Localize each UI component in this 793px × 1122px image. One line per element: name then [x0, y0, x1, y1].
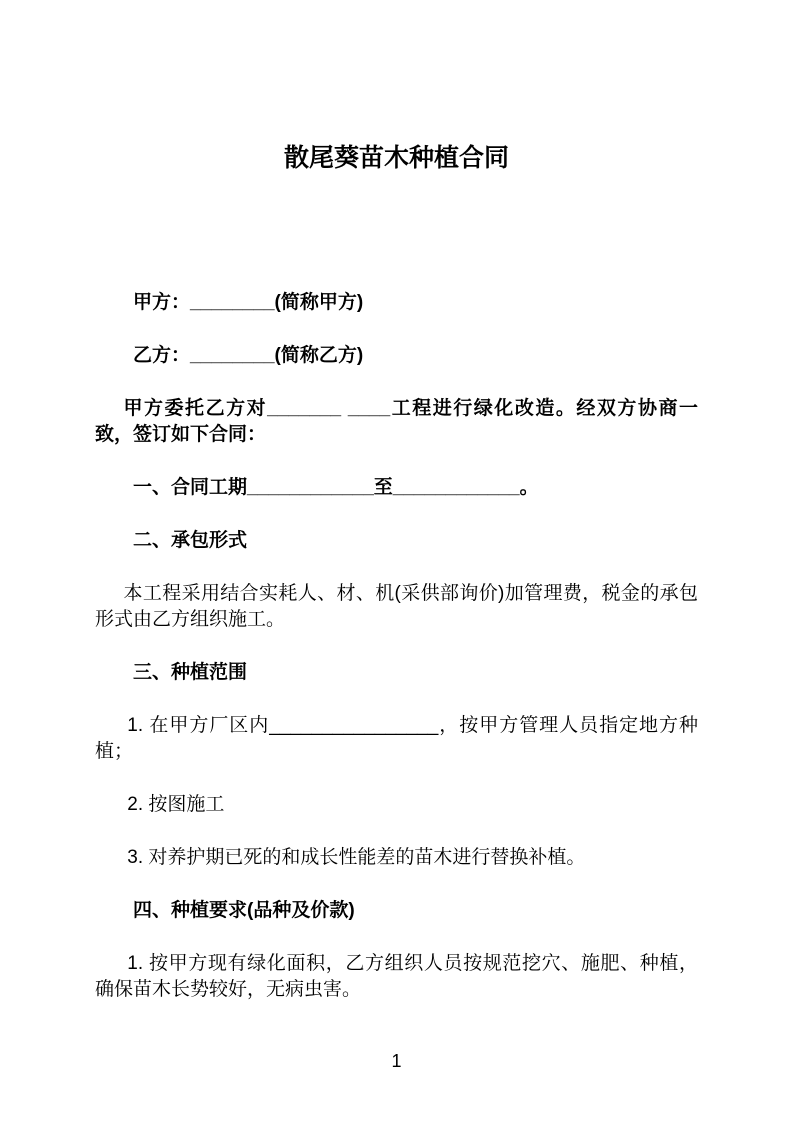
- clause-4-item-1: 1. 按甲方现有绿化面积，乙方组织人员按规范挖穴、施肥、种植，确保苗木长势较好，无病虫害。: [95, 953, 698, 1000]
- clause-1-contract-duration: 一、合同工期____________至____________。: [133, 477, 539, 498]
- clause-3-item-2: 2. 按图施工: [127, 794, 225, 815]
- clause-3-item-3: 3. 对养护期已死的和成长性能差的苗木进行替换补植。: [127, 847, 586, 868]
- party-a-line: 甲方：________(简称甲方): [133, 292, 364, 313]
- clause-3-heading-planting-scope: 三、种植范围: [133, 662, 248, 683]
- document-title: 散尾葵苗木种植合同: [283, 144, 509, 172]
- clause-3-item-1: 1. 在甲方厂区内________________，按甲方管理人员指定地方种植；: [95, 715, 698, 762]
- page-number: 1: [391, 1051, 402, 1071]
- clause-2-heading-contract-form: 二、承包形式: [133, 530, 248, 551]
- preamble-paragraph: 甲方委托乙方对_______ ____工程进行绿化改造。经双方协商一致，签订如下合同：: [95, 398, 698, 445]
- clause-4-heading-planting-requirements: 四、种植要求(品种及价款): [133, 900, 355, 921]
- party-b-line: 乙方：________(简称乙方): [133, 345, 364, 366]
- clause-2-body: 本工程采用结合实耗人、材、机(采供部询价)加管理费，税金的承包形式由乙方组织施工。: [95, 583, 698, 630]
